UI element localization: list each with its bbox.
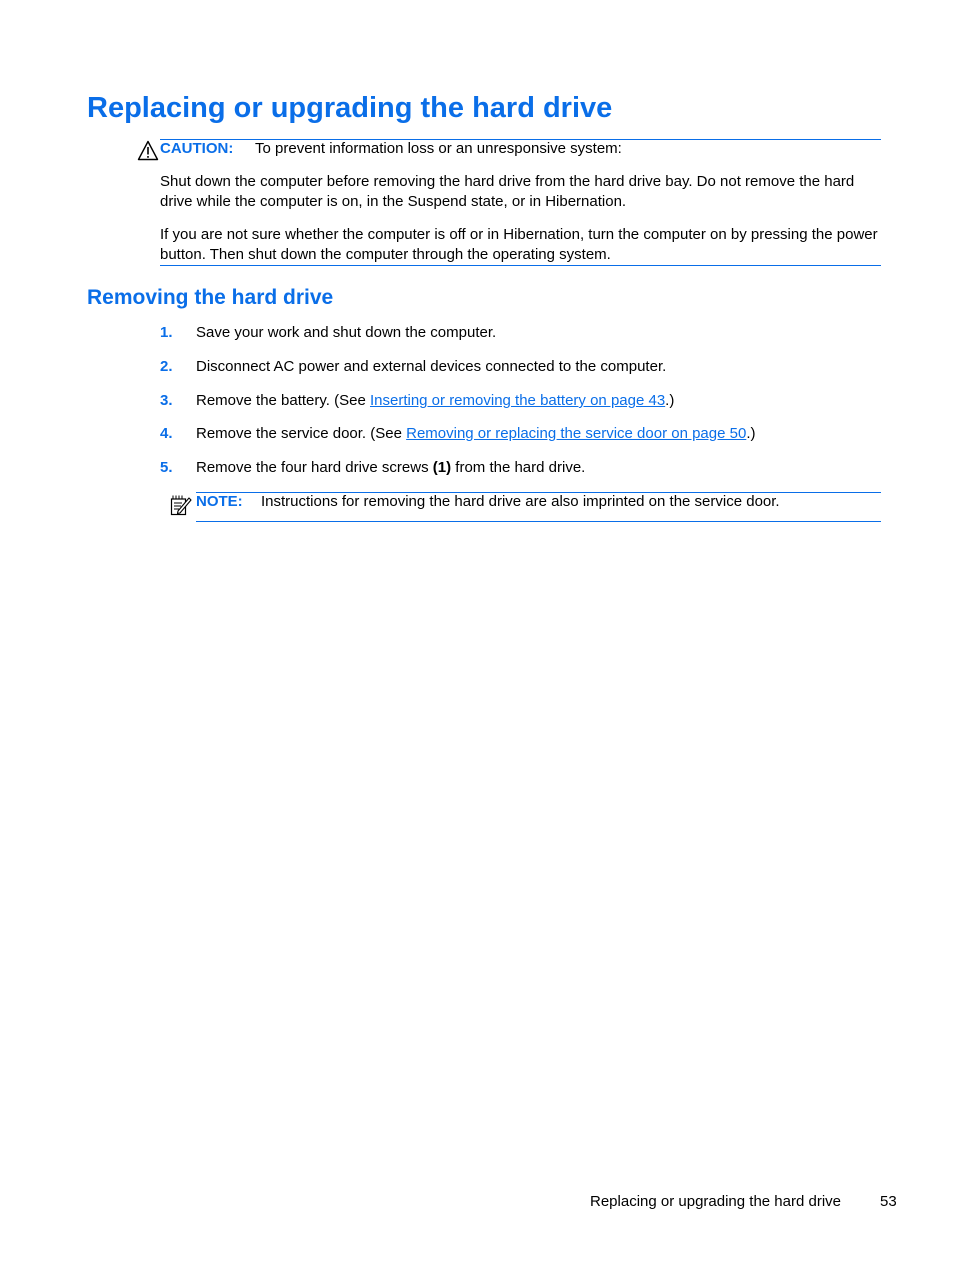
service-door-page-link[interactable]: Removing or replacing the service door on page 50 xyxy=(406,425,747,442)
step-text xyxy=(196,458,585,477)
section-heading: Removing the hard drive xyxy=(87,286,334,309)
step-text: Save your work and shut down the computer. xyxy=(196,324,497,341)
battery-page-link[interactable]: Inserting or removing the battery on page 43 xyxy=(369,392,666,409)
step-text-suffix: .) xyxy=(665,392,675,409)
caution-paragraph-2: If you are not sure whether the computer is off or in Hibernation, turn the computer on by pressing the power button. Then shut down the computer through the operating system. xyxy=(160,226,878,263)
step-text-prefix: Remove the four hard drive screws xyxy=(196,459,433,476)
step-number: 2. xyxy=(160,358,173,375)
step-text xyxy=(196,391,674,410)
step-text-suffix: from the hard drive. xyxy=(451,459,586,476)
note-bottom-rule xyxy=(196,521,881,522)
caution-intro: To prevent information loss or an unresponsive system: xyxy=(255,140,622,157)
caution-label: CAUTION: xyxy=(160,140,234,157)
step-text xyxy=(196,424,755,443)
note-text: Instructions for removing the hard drive are also imprinted on the service door. xyxy=(261,493,780,510)
step-number: 1. xyxy=(160,324,173,341)
note-label: NOTE: xyxy=(196,493,243,510)
step-number: 3. xyxy=(160,392,173,409)
step-text-prefix: Remove the battery. (See xyxy=(196,392,370,409)
note-pencil-icon xyxy=(170,494,192,516)
step-text-suffix: .) xyxy=(746,425,756,442)
page-title: Replacing or upgrading the hard drive xyxy=(87,92,613,124)
caution-paragraph-1: Shut down the computer before removing the hard drive from the hard drive bay. Do not remove the hard drive while the computer is on, in the Suspend state, or in Hibernation. xyxy=(160,173,855,210)
callout-number: (1) xyxy=(432,459,452,476)
warning-triangle-icon xyxy=(137,140,159,161)
step-text-prefix: Remove the service door. (See xyxy=(196,425,407,442)
step-text: Disconnect AC power and external devices connected to the computer. xyxy=(196,358,667,375)
caution-bottom-rule xyxy=(160,265,881,266)
step-number: 4. xyxy=(160,425,173,442)
footer-section-title: Replacing or upgrading the hard drive xyxy=(590,1193,841,1210)
step-number: 5. xyxy=(160,459,173,476)
footer-page-number: 53 xyxy=(880,1193,897,1210)
